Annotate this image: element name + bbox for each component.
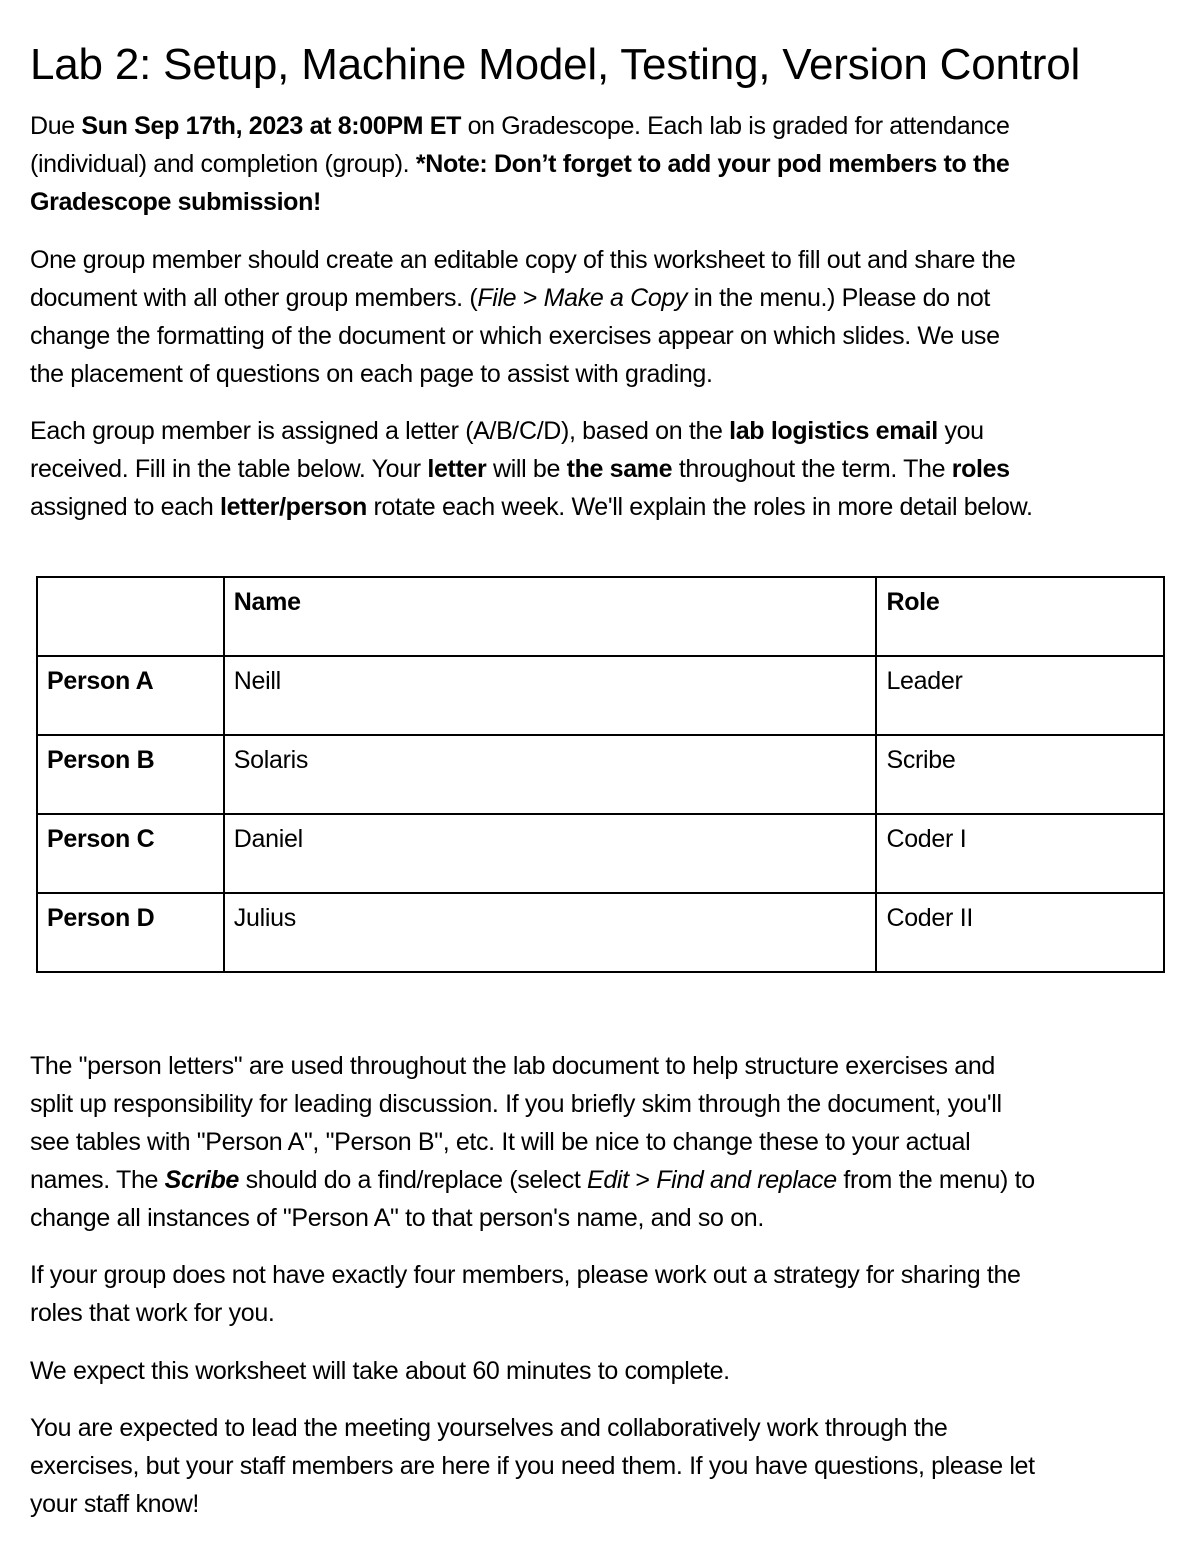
- letters-text: Each group member is assigned a letter (A/B/C/D), based on the: [30, 417, 730, 445]
- letter-emphasis: letter: [427, 455, 487, 483]
- person-label: Person D: [37, 893, 224, 972]
- table-header-role: Role: [876, 577, 1164, 656]
- due-date: Sun Sep 17th, 2023 at 8:00PM ET: [81, 112, 461, 140]
- letters-line-3: [30, 488, 1175, 526]
- menu-edit-text: Edit: [587, 1166, 629, 1194]
- staff-paragraph: [30, 1409, 1175, 1523]
- table-header-cell: [37, 577, 224, 656]
- person-name[interactable]: Solaris: [224, 735, 877, 814]
- group-size-line-1: If your group does not have exactly four members, please work out a strategy for sharing the: [30, 1261, 1021, 1289]
- group-size-paragraph: [30, 1256, 1175, 1332]
- due-suffix: on Gradescope. Each lab is graded for attendance: [461, 112, 1010, 140]
- letters-paragraph: [30, 412, 1175, 526]
- letters-text: you: [937, 417, 984, 445]
- menu-file-text: File: [477, 284, 517, 312]
- letters-text: assigned to each: [30, 493, 221, 521]
- due-paragraph: [30, 107, 1175, 221]
- copy-line-2-suffix: in the menu.) Please do not: [687, 284, 991, 312]
- person-letters-text: from the menu) to: [836, 1166, 1035, 1194]
- table-row: [37, 656, 1164, 735]
- letters-text: received. Fill in the table below. Your: [30, 455, 428, 483]
- staff-line-2: exercises, but your staff members are here if you need them. If you have questions, please let: [30, 1452, 1035, 1480]
- completion-line: [30, 145, 1175, 183]
- copy-instructions-paragraph: [30, 241, 1175, 393]
- person-name[interactable]: Julius: [224, 893, 877, 972]
- person-letters-line-5: change all instances of "Person A" to that person's name, and so on.: [30, 1204, 764, 1232]
- letters-text: will be: [486, 455, 567, 483]
- person-role[interactable]: Leader: [876, 656, 1164, 735]
- person-label: Person C: [37, 814, 224, 893]
- lab-logistics-email-text: lab logistics email: [729, 417, 938, 445]
- gradescope-note-end: Gradescope submission!: [30, 188, 321, 216]
- person-role[interactable]: Coder I: [876, 814, 1164, 893]
- copy-line-4: the placement of questions on each page to assist with grading.: [30, 360, 713, 388]
- menu-separator: >: [516, 284, 544, 312]
- letters-text: rotate each week. We'll explain the roles in more detail below.: [366, 493, 1033, 521]
- table-row: [37, 893, 1164, 972]
- letters-line-1: [30, 412, 1175, 450]
- menu-make-copy-text: Make a Copy: [543, 284, 688, 312]
- completion-text: (individual) and completion (group).: [30, 150, 416, 178]
- staff-line-1: You are expected to lead the meeting yourselves and collaboratively work through the: [30, 1414, 948, 1442]
- person-letters-text: names. The: [30, 1166, 165, 1194]
- gradescope-note: *Note: Don’t forget to add your pod members to the: [415, 150, 1010, 178]
- person-name[interactable]: Daniel: [224, 814, 877, 893]
- roles-table: [36, 576, 1165, 973]
- person-label: Person B: [37, 735, 224, 814]
- letters-text: throughout the term. The: [672, 455, 952, 483]
- due-line: [30, 107, 1175, 145]
- table-row: [37, 735, 1164, 814]
- copy-line-1: One group member should create an editable copy of this worksheet to fill out and share the: [30, 246, 1016, 274]
- person-name[interactable]: Neill: [224, 656, 877, 735]
- person-letters-line-3: see tables with "Person A", "Person B", etc. It will be nice to change these to your actual: [30, 1128, 971, 1156]
- duration-paragraph: [30, 1352, 1175, 1390]
- staff-line-3: your staff know!: [30, 1490, 200, 1518]
- scribe-emphasis: Scribe: [164, 1166, 239, 1194]
- table-row: [37, 814, 1164, 893]
- person-letters-line-4: [30, 1161, 1175, 1199]
- due-prefix: Due: [30, 112, 82, 140]
- copy-line-3: change the formatting of the document or which exercises appear on which slides. We use: [30, 322, 1000, 350]
- person-letters-paragraph: [30, 1047, 1175, 1237]
- copy-line-2: [30, 279, 1175, 317]
- table-header-row: [37, 577, 1164, 656]
- group-size-line-2: roles that work for you.: [30, 1299, 275, 1327]
- duration-line: We expect this worksheet will take about 60 minutes to complete.: [30, 1357, 730, 1385]
- person-letters-text: should do a find/replace (select: [239, 1166, 588, 1194]
- person-letters-line-1: The "person letters" are used throughout the lab document to help structure exercises and: [30, 1052, 995, 1080]
- same-emphasis: the same: [566, 455, 673, 483]
- copy-line-2-prefix: document with all other group members. (: [30, 284, 478, 312]
- menu-separator: >: [628, 1166, 657, 1194]
- person-role[interactable]: Scribe: [876, 735, 1164, 814]
- menu-find-replace-text: Find and replace: [656, 1166, 837, 1194]
- letter-person-emphasis: letter/person: [220, 493, 367, 521]
- person-letters-line-2: split up responsibility for leading discussion. If you briefly skim through the document, you'll: [30, 1090, 1002, 1118]
- table-header-name: Name: [224, 577, 877, 656]
- person-role[interactable]: Coder II: [876, 893, 1164, 972]
- note-line: [30, 183, 1175, 221]
- page-title: Lab 2: Setup, Machine Model, Testing, Version Control: [30, 40, 1081, 89]
- letters-line-2: [30, 450, 1175, 488]
- roles-emphasis: roles: [951, 455, 1010, 483]
- person-label: Person A: [37, 656, 224, 735]
